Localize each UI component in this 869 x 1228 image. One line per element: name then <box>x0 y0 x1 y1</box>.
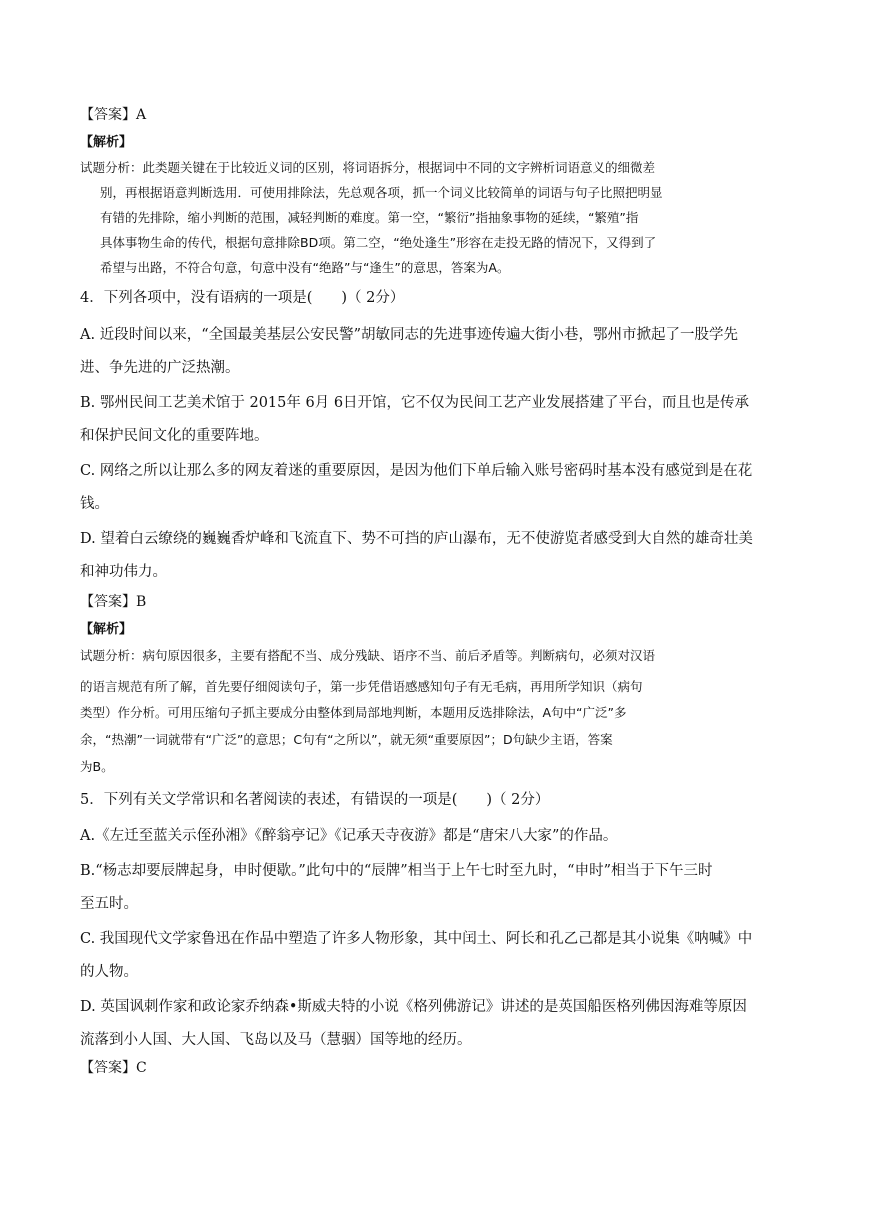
option-b-line1: B.“杨志却要辰牌起身，申时便歇。”此句中的“辰牌”相当于上午七时至九时，“申时”相当于下午三时 <box>80 863 713 879</box>
analysis-label: 【解析】 <box>80 135 133 150</box>
option-b-line2: 和保护民间文化的重要阵地。 <box>80 428 269 444</box>
option-a-line2: 进、争先进的广泛热潮。 <box>80 360 240 376</box>
analysis-line: 有错的先排除，缩小判断的范围，减轻判断的难度。第一空，“繁衍”指抽象事物的延续，“繁殖”指 <box>100 210 639 225</box>
option-d-line2: 和神功伟力。 <box>80 564 167 580</box>
analysis-line: 为B。 <box>80 759 114 774</box>
analysis-line: 的语言规范有所了解，首先要仔细阅读句子，第一步凭借语感感知句子有无毛病，再用所学知识（病句 <box>80 679 643 694</box>
answer-label: 【答案】A <box>80 107 147 123</box>
option-c-line2: 钱。 <box>80 496 109 512</box>
analysis-line: 希望与出路，不符合句意，句意中没有“绝路”与“逢生”的意思，答案为A。 <box>100 260 510 275</box>
option-d-line2: 流落到小人国、大人国、飞岛以及马（慧骃）国等地的经历。 <box>80 1032 472 1048</box>
analysis-line: 类型）作分析。可用压缩句子抓主要成分由整体到局部地判断，本题用反选排除法，A句中“广泛”多 <box>80 705 627 720</box>
option-a-line1: A.《左迁至蓝关示侄孙湘》《醉翁亭记》《记承天寺夜游》都是“唐宋八大家”的作品。 <box>80 828 618 844</box>
analysis-line: 别，再根据语意判断选用．可使用排除法，先总观各项，抓一个词义比较简单的词语与句子比照把明显 <box>100 185 663 200</box>
analysis-line: 余，“热潮”一词就带有“广泛”的意思；C句有“之所以”，就无须“重要原因”；D句缺少主语，答案 <box>80 732 613 747</box>
question-stem: 5．下列有关文学常识和名著阅读的表述，有错误的一项是( )（ 2分） <box>80 792 550 808</box>
option-b-line2: 至五时。 <box>80 896 138 912</box>
option-a-line1: A. 近段时间以来，“全国最美基层公安民警”胡敏同志的先进事迹传遍大街小巷，鄂州市掀起了一股学先 <box>80 327 739 343</box>
option-c-line1: C. 我国现代文学家鲁迅在作品中塑造了许多人物形象，其中闰土、阿长和孔乙己都是其小说集《呐喊》中 <box>80 931 753 947</box>
option-c-line2: 的人物。 <box>80 964 138 980</box>
option-b-line1: B. 鄂州民间工艺美术馆于 2015年 6月 6日开馆，它不仅为民间工艺产业发展搭建了平台，而且也是传承 <box>80 395 750 411</box>
analysis-line: 试题分析：病句原因很多，主要有搭配不当、成分残缺、语序不当、前后矛盾等。判断病句，必须对汉语 <box>80 648 656 663</box>
analysis-line: 具体事物生命的传代，根据句意排除BD项。第二空，“绝处逢生”形容在走投无路的情况下，又得到了 <box>100 235 657 250</box>
question-stem: 4．下列各项中，没有语病的一项是( )（ 2分） <box>80 290 405 306</box>
analysis-line: 试题分析：此类题关键在于比较近义词的区别，将词语拆分，根据词中不同的文字辨析词语意义的细微差 <box>80 160 656 175</box>
analysis-label: 【解析】 <box>80 622 133 637</box>
option-c-line1: C. 网络之所以让那么多的网友着迷的重要原因，是因为他们下单后输入账号密码时基本没有感觉到是在花 <box>80 463 753 479</box>
answer-label: 【答案】C <box>80 1060 147 1076</box>
option-d-line1: D. 英国讽刺作家和政论家乔纳森•斯威夫特的小说《格列佛游记》讲述的是英国船医格列佛因海难等原因 <box>80 999 747 1015</box>
option-d-line1: D. 望着白云缭绕的巍巍香炉峰和飞流直下、势不可挡的庐山瀑布，无不使游览者感受到大自然的雄奇壮美 <box>80 531 753 547</box>
answer-label: 【答案】B <box>80 594 147 610</box>
